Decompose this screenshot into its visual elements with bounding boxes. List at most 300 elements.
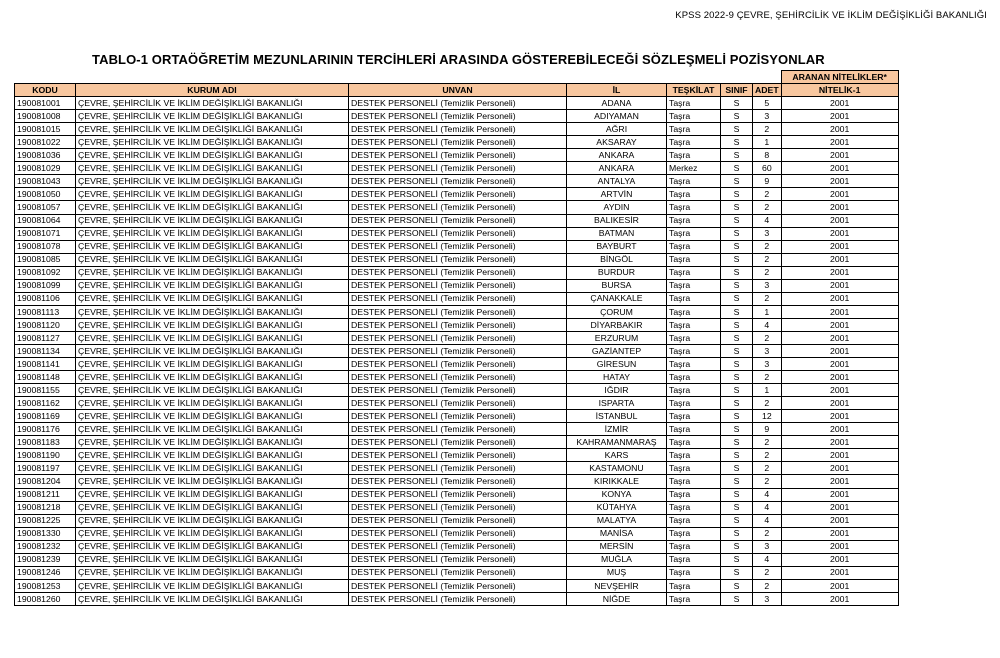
cell-sinif: S (721, 253, 753, 266)
cell-teskilat: Taşra (667, 410, 721, 423)
cell-il: KIRIKKALE (567, 475, 667, 488)
cell-nitelik-1: 2001 (781, 527, 898, 540)
cell-sinif: S (721, 149, 753, 162)
cell-il: MANİSA (567, 527, 667, 540)
cell-teskilat: Taşra (667, 344, 721, 357)
cell-adet: 2 (753, 436, 782, 449)
cell-unvan: DESTEK PERSONELİ (Temizlik Personeli) (349, 175, 567, 188)
cell-kurum-adi: ÇEVRE, ŞEHİRCİLİK VE İKLİM DEĞİŞİKLİĞİ BAKANLIĞI (76, 149, 349, 162)
positions-table (14, 70, 899, 606)
cell-il: MALATYA (567, 514, 667, 527)
cell-kodu: 190081155 (15, 384, 76, 397)
cell-adet: 2 (753, 188, 782, 201)
cell-unvan: DESTEK PERSONELİ (Temizlik Personeli) (349, 266, 567, 279)
cell-teskilat: Taşra (667, 227, 721, 240)
cell-teskilat: Taşra (667, 579, 721, 592)
cell-kurum-adi: ÇEVRE, ŞEHİRCİLİK VE İKLİM DEĞİŞİKLİĞİ BAKANLIĞI (76, 449, 349, 462)
cell-sinif: S (721, 579, 753, 592)
cell-unvan: DESTEK PERSONELİ (Temizlik Personeli) (349, 136, 567, 149)
cell-kodu: 190081330 (15, 527, 76, 540)
cell-kurum-adi: ÇEVRE, ŞEHİRCİLİK VE İKLİM DEĞİŞİKLİĞİ BAKANLIĞI (76, 110, 349, 123)
cell-nitelik-1: 2001 (781, 566, 898, 579)
cell-sinif: S (721, 227, 753, 240)
cell-adet: 3 (753, 279, 782, 292)
cell-nitelik-1: 2001 (781, 449, 898, 462)
cell-adet: 60 (753, 162, 782, 175)
cell-kodu: 190081106 (15, 292, 76, 305)
cell-adet: 2 (753, 253, 782, 266)
cell-unvan: DESTEK PERSONELİ (Temizlik Personeli) (349, 501, 567, 514)
cell-nitelik-1: 2001 (781, 110, 898, 123)
table-row (15, 292, 899, 305)
cell-kodu: 190081148 (15, 371, 76, 384)
cell-teskilat: Taşra (667, 123, 721, 136)
table-row (15, 410, 899, 423)
cell-kurum-adi: ÇEVRE, ŞEHİRCİLİK VE İKLİM DEĞİŞİKLİĞİ BAKANLIĞI (76, 240, 349, 253)
cell-unvan: DESTEK PERSONELİ (Temizlik Personeli) (349, 214, 567, 227)
cell-il: ADANA (567, 97, 667, 110)
cell-adet: 1 (753, 305, 782, 318)
column-header-nitelik-1: NİTELİK-1 (781, 84, 898, 97)
table-row (15, 162, 899, 175)
cell-adet: 3 (753, 110, 782, 123)
cell-kurum-adi: ÇEVRE, ŞEHİRCİLİK VE İKLİM DEĞİŞİKLİĞİ BAKANLIĞI (76, 423, 349, 436)
cell-kurum-adi: ÇEVRE, ŞEHİRCİLİK VE İKLİM DEĞİŞİKLİĞİ BAKANLIĞI (76, 384, 349, 397)
cell-teskilat: Taşra (667, 292, 721, 305)
cell-kurum-adi: ÇEVRE, ŞEHİRCİLİK VE İKLİM DEĞİŞİKLİĞİ BAKANLIĞI (76, 397, 349, 410)
cell-unvan: DESTEK PERSONELİ (Temizlik Personeli) (349, 566, 567, 579)
cell-teskilat: Taşra (667, 201, 721, 214)
cell-kodu: 190081120 (15, 318, 76, 331)
cell-teskilat: Taşra (667, 488, 721, 501)
cell-kodu: 190081197 (15, 462, 76, 475)
cell-adet: 4 (753, 514, 782, 527)
table-row (15, 488, 899, 501)
cell-unvan: DESTEK PERSONELİ (Temizlik Personeli) (349, 540, 567, 553)
column-header-adet: ADET (753, 84, 782, 97)
cell-unvan: DESTEK PERSONELİ (Temizlik Personeli) (349, 149, 567, 162)
cell-unvan: DESTEK PERSONELİ (Temizlik Personeli) (349, 475, 567, 488)
cell-il: ÇANAKKALE (567, 292, 667, 305)
table-row (15, 227, 899, 240)
cell-teskilat: Taşra (667, 592, 721, 605)
cell-kodu: 190081190 (15, 449, 76, 462)
table-row (15, 501, 899, 514)
cell-unvan: DESTEK PERSONELİ (Temizlik Personeli) (349, 201, 567, 214)
cell-il: ARTVİN (567, 188, 667, 201)
cell-adet: 2 (753, 579, 782, 592)
cell-kodu: 190081246 (15, 566, 76, 579)
cell-unvan: DESTEK PERSONELİ (Temizlik Personeli) (349, 97, 567, 110)
cell-il: NİĞDE (567, 592, 667, 605)
cell-sinif: S (721, 292, 753, 305)
cell-unvan: DESTEK PERSONELİ (Temizlik Personeli) (349, 292, 567, 305)
cell-kodu: 190081232 (15, 540, 76, 553)
cell-unvan: DESTEK PERSONELİ (Temizlik Personeli) (349, 514, 567, 527)
cell-unvan: DESTEK PERSONELİ (Temizlik Personeli) (349, 253, 567, 266)
cell-unvan: DESTEK PERSONELİ (Temizlik Personeli) (349, 410, 567, 423)
cell-nitelik-1: 2001 (781, 279, 898, 292)
table-row (15, 175, 899, 188)
cell-kurum-adi: ÇEVRE, ŞEHİRCİLİK VE İKLİM DEĞİŞİKLİĞİ BAKANLIĞI (76, 592, 349, 605)
cell-adet: 3 (753, 227, 782, 240)
cell-adet: 2 (753, 266, 782, 279)
table-row (15, 97, 899, 110)
cell-sinif: S (721, 201, 753, 214)
cell-il: İSTANBUL (567, 410, 667, 423)
cell-nitelik-1: 2001 (781, 266, 898, 279)
cell-sinif: S (721, 475, 753, 488)
cell-adet: 2 (753, 292, 782, 305)
cell-nitelik-1: 2001 (781, 123, 898, 136)
cell-teskilat: Taşra (667, 188, 721, 201)
cell-unvan: DESTEK PERSONELİ (Temizlik Personeli) (349, 462, 567, 475)
cell-kurum-adi: ÇEVRE, ŞEHİRCİLİK VE İKLİM DEĞİŞİKLİĞİ BAKANLIĞI (76, 266, 349, 279)
cell-nitelik-1: 2001 (781, 331, 898, 344)
cell-unvan: DESTEK PERSONELİ (Temizlik Personeli) (349, 227, 567, 240)
group-header-spacer (15, 71, 782, 84)
table-row (15, 188, 899, 201)
cell-kurum-adi: ÇEVRE, ŞEHİRCİLİK VE İKLİM DEĞİŞİKLİĞİ BAKANLIĞI (76, 162, 349, 175)
table-body (15, 97, 899, 606)
cell-kodu: 190081204 (15, 475, 76, 488)
cell-kodu: 190081092 (15, 266, 76, 279)
cell-teskilat: Taşra (667, 175, 721, 188)
cell-sinif: S (721, 514, 753, 527)
cell-kodu: 190081253 (15, 579, 76, 592)
cell-adet: 2 (753, 397, 782, 410)
table-row (15, 214, 899, 227)
cell-sinif: S (721, 123, 753, 136)
table-row (15, 449, 899, 462)
cell-il: AĞRI (567, 123, 667, 136)
cell-unvan: DESTEK PERSONELİ (Temizlik Personeli) (349, 318, 567, 331)
cell-sinif: S (721, 553, 753, 566)
cell-kurum-adi: ÇEVRE, ŞEHİRCİLİK VE İKLİM DEĞİŞİKLİĞİ BAKANLIĞI (76, 410, 349, 423)
cell-kodu: 190081001 (15, 97, 76, 110)
cell-il: MUĞLA (567, 553, 667, 566)
cell-teskilat: Taşra (667, 527, 721, 540)
cell-il: ISPARTA (567, 397, 667, 410)
cell-il: BURDUR (567, 266, 667, 279)
cell-kurum-adi: ÇEVRE, ŞEHİRCİLİK VE İKLİM DEĞİŞİKLİĞİ BAKANLIĞI (76, 371, 349, 384)
cell-teskilat: Taşra (667, 462, 721, 475)
cell-nitelik-1: 2001 (781, 436, 898, 449)
cell-unvan: DESTEK PERSONELİ (Temizlik Personeli) (349, 592, 567, 605)
cell-teskilat: Taşra (667, 266, 721, 279)
cell-il: KAHRAMANMARAŞ (567, 436, 667, 449)
cell-unvan: DESTEK PERSONELİ (Temizlik Personeli) (349, 371, 567, 384)
cell-adet: 12 (753, 410, 782, 423)
cell-teskilat: Taşra (667, 279, 721, 292)
cell-unvan: DESTEK PERSONELİ (Temizlik Personeli) (349, 449, 567, 462)
cell-il: KARS (567, 449, 667, 462)
cell-il: MUŞ (567, 566, 667, 579)
cell-unvan: DESTEK PERSONELİ (Temizlik Personeli) (349, 240, 567, 253)
cell-sinif: S (721, 175, 753, 188)
cell-teskilat: Taşra (667, 97, 721, 110)
cell-il: ANKARA (567, 149, 667, 162)
cell-adet: 9 (753, 175, 782, 188)
cell-il: GAZİANTEP (567, 344, 667, 357)
cell-il: KONYA (567, 488, 667, 501)
table-row (15, 579, 899, 592)
cell-nitelik-1: 2001 (781, 501, 898, 514)
cell-adet: 2 (753, 566, 782, 579)
cell-kodu: 190081029 (15, 162, 76, 175)
cell-kurum-adi: ÇEVRE, ŞEHİRCİLİK VE İKLİM DEĞİŞİKLİĞİ BAKANLIĞI (76, 123, 349, 136)
cell-il: KÜTAHYA (567, 501, 667, 514)
cell-il: GİRESUN (567, 358, 667, 371)
column-header-il: İL (567, 84, 667, 97)
table-row (15, 266, 899, 279)
cell-nitelik-1: 2001 (781, 540, 898, 553)
cell-sinif: S (721, 162, 753, 175)
cell-teskilat: Taşra (667, 136, 721, 149)
cell-adet: 2 (753, 201, 782, 214)
cell-il: ANTALYA (567, 175, 667, 188)
cell-nitelik-1: 2001 (781, 488, 898, 501)
cell-nitelik-1: 2001 (781, 305, 898, 318)
cell-kurum-adi: ÇEVRE, ŞEHİRCİLİK VE İKLİM DEĞİŞİKLİĞİ BAKANLIĞI (76, 214, 349, 227)
table-row (15, 331, 899, 344)
cell-nitelik-1: 2001 (781, 344, 898, 357)
cell-kurum-adi: ÇEVRE, ŞEHİRCİLİK VE İKLİM DEĞİŞİKLİĞİ BAKANLIĞI (76, 279, 349, 292)
cell-adet: 2 (753, 475, 782, 488)
column-header-sinif: SINIF (721, 84, 753, 97)
table-row (15, 123, 899, 136)
cell-kurum-adi: ÇEVRE, ŞEHİRCİLİK VE İKLİM DEĞİŞİKLİĞİ BAKANLIĞI (76, 553, 349, 566)
cell-adet: 5 (753, 97, 782, 110)
cell-kurum-adi: ÇEVRE, ŞEHİRCİLİK VE İKLİM DEĞİŞİKLİĞİ BAKANLIĞI (76, 475, 349, 488)
cell-sinif: S (721, 566, 753, 579)
cell-unvan: DESTEK PERSONELİ (Temizlik Personeli) (349, 423, 567, 436)
cell-adet: 4 (753, 501, 782, 514)
cell-kurum-adi: ÇEVRE, ŞEHİRCİLİK VE İKLİM DEĞİŞİKLİĞİ BAKANLIĞI (76, 358, 349, 371)
cell-sinif: S (721, 371, 753, 384)
cell-kurum-adi: ÇEVRE, ŞEHİRCİLİK VE İKLİM DEĞİŞİKLİĞİ BAKANLIĞI (76, 136, 349, 149)
cell-unvan: DESTEK PERSONELİ (Temizlik Personeli) (349, 527, 567, 540)
cell-il: ANKARA (567, 162, 667, 175)
cell-unvan: DESTEK PERSONELİ (Temizlik Personeli) (349, 358, 567, 371)
cell-kodu: 190081015 (15, 123, 76, 136)
cell-unvan: DESTEK PERSONELİ (Temizlik Personeli) (349, 123, 567, 136)
cell-il: HATAY (567, 371, 667, 384)
cell-kodu: 190081169 (15, 410, 76, 423)
cell-nitelik-1: 2001 (781, 201, 898, 214)
cell-adet: 3 (753, 344, 782, 357)
cell-kurum-adi: ÇEVRE, ŞEHİRCİLİK VE İKLİM DEĞİŞİKLİĞİ BAKANLIĞI (76, 292, 349, 305)
cell-teskilat: Taşra (667, 305, 721, 318)
cell-nitelik-1: 2001 (781, 397, 898, 410)
cell-kurum-adi: ÇEVRE, ŞEHİRCİLİK VE İKLİM DEĞİŞİKLİĞİ BAKANLIĞI (76, 97, 349, 110)
cell-il: AKSARAY (567, 136, 667, 149)
cell-kurum-adi: ÇEVRE, ŞEHİRCİLİK VE İKLİM DEĞİŞİKLİĞİ BAKANLIĞI (76, 540, 349, 553)
table-row (15, 566, 899, 579)
cell-adet: 4 (753, 318, 782, 331)
cell-sinif: S (721, 358, 753, 371)
cell-il: BATMAN (567, 227, 667, 240)
cell-sinif: S (721, 527, 753, 540)
cell-nitelik-1: 2001 (781, 227, 898, 240)
cell-unvan: DESTEK PERSONELİ (Temizlik Personeli) (349, 110, 567, 123)
cell-teskilat: Taşra (667, 371, 721, 384)
cell-kurum-adi: ÇEVRE, ŞEHİRCİLİK VE İKLİM DEĞİŞİKLİĞİ BAKANLIĞI (76, 201, 349, 214)
cell-sinif: S (721, 240, 753, 253)
cell-kodu: 190081050 (15, 188, 76, 201)
cell-unvan: DESTEK PERSONELİ (Temizlik Personeli) (349, 553, 567, 566)
table-row (15, 240, 899, 253)
cell-nitelik-1: 2001 (781, 240, 898, 253)
cell-teskilat: Taşra (667, 475, 721, 488)
cell-kurum-adi: ÇEVRE, ŞEHİRCİLİK VE İKLİM DEĞİŞİKLİĞİ BAKANLIĞI (76, 318, 349, 331)
cell-kodu: 190081085 (15, 253, 76, 266)
cell-adet: 3 (753, 358, 782, 371)
cell-nitelik-1: 2001 (781, 253, 898, 266)
cell-sinif: S (721, 540, 753, 553)
cell-il: AYDIN (567, 201, 667, 214)
cell-adet: 4 (753, 488, 782, 501)
cell-kodu: 190081036 (15, 149, 76, 162)
cell-kodu: 190081134 (15, 344, 76, 357)
cell-teskilat: Taşra (667, 149, 721, 162)
cell-sinif: S (721, 318, 753, 331)
cell-kurum-adi: ÇEVRE, ŞEHİRCİLİK VE İKLİM DEĞİŞİKLİĞİ BAKANLIĞI (76, 462, 349, 475)
cell-nitelik-1: 2001 (781, 423, 898, 436)
cell-adet: 2 (753, 123, 782, 136)
cell-nitelik-1: 2001 (781, 384, 898, 397)
cell-sinif: S (721, 410, 753, 423)
cell-sinif: S (721, 436, 753, 449)
cell-kodu: 190081239 (15, 553, 76, 566)
cell-unvan: DESTEK PERSONELİ (Temizlik Personeli) (349, 305, 567, 318)
table-row (15, 423, 899, 436)
column-header-kodu: KODU (15, 84, 76, 97)
cell-teskilat: Taşra (667, 423, 721, 436)
cell-nitelik-1: 2001 (781, 358, 898, 371)
cell-kurum-adi: ÇEVRE, ŞEHİRCİLİK VE İKLİM DEĞİŞİKLİĞİ BAKANLIĞI (76, 227, 349, 240)
cell-sinif: S (721, 397, 753, 410)
table-row (15, 553, 899, 566)
cell-kurum-adi: ÇEVRE, ŞEHİRCİLİK VE İKLİM DEĞİŞİKLİĞİ BAKANLIĞI (76, 253, 349, 266)
cell-kurum-adi: ÇEVRE, ŞEHİRCİLİK VE İKLİM DEĞİŞİKLİĞİ BAKANLIĞI (76, 514, 349, 527)
cell-sinif: S (721, 279, 753, 292)
cell-il: KASTAMONU (567, 462, 667, 475)
table-row (15, 475, 899, 488)
cell-kodu: 190081225 (15, 514, 76, 527)
cell-kurum-adi: ÇEVRE, ŞEHİRCİLİK VE İKLİM DEĞİŞİKLİĞİ BAKANLIĞI (76, 579, 349, 592)
cell-il: MERSİN (567, 540, 667, 553)
cell-nitelik-1: 2001 (781, 97, 898, 110)
cell-kodu: 190081183 (15, 436, 76, 449)
cell-nitelik-1: 2001 (781, 292, 898, 305)
cell-kurum-adi: ÇEVRE, ŞEHİRCİLİK VE İKLİM DEĞİŞİKLİĞİ BAKANLIĞI (76, 305, 349, 318)
cell-nitelik-1: 2001 (781, 579, 898, 592)
cell-adet: 2 (753, 527, 782, 540)
cell-il: İZMİR (567, 423, 667, 436)
group-header-cell: ARANAN NİTELİKLER* (781, 71, 898, 84)
table-row (15, 201, 899, 214)
cell-kodu: 190081043 (15, 175, 76, 188)
cell-teskilat: Taşra (667, 358, 721, 371)
cell-adet: 3 (753, 592, 782, 605)
cell-nitelik-1: 2001 (781, 462, 898, 475)
cell-unvan: DESTEK PERSONELİ (Temizlik Personeli) (349, 279, 567, 292)
cell-adet: 3 (753, 540, 782, 553)
cell-teskilat: Taşra (667, 397, 721, 410)
cell-unvan: DESTEK PERSONELİ (Temizlik Personeli) (349, 488, 567, 501)
cell-teskilat: Taşra (667, 514, 721, 527)
table-row (15, 358, 899, 371)
cell-adet: 2 (753, 462, 782, 475)
cell-sinif: S (721, 136, 753, 149)
column-header-row (15, 84, 899, 97)
document-header: KPSS 2022-9 ÇEVRE, ŞEHİRCİLİK VE İKLİM DEĞİŞİKLİĞİ BAKANLIĞI (675, 10, 987, 21)
cell-nitelik-1: 2001 (781, 136, 898, 149)
cell-teskilat: Merkez (667, 162, 721, 175)
cell-nitelik-1: 2001 (781, 175, 898, 188)
cell-nitelik-1: 2001 (781, 188, 898, 201)
cell-sinif: S (721, 592, 753, 605)
cell-kurum-adi: ÇEVRE, ŞEHİRCİLİK VE İKLİM DEĞİŞİKLİĞİ BAKANLIĞI (76, 436, 349, 449)
cell-il: NEVŞEHİR (567, 579, 667, 592)
cell-kurum-adi: ÇEVRE, ŞEHİRCİLİK VE İKLİM DEĞİŞİKLİĞİ BAKANLIĞI (76, 566, 349, 579)
cell-sinif: S (721, 488, 753, 501)
column-header-teskilat: TEŞKİLAT (667, 84, 721, 97)
cell-il: ERZURUM (567, 331, 667, 344)
cell-teskilat: Taşra (667, 110, 721, 123)
table-row (15, 253, 899, 266)
cell-kodu: 190081064 (15, 214, 76, 227)
cell-sinif: S (721, 344, 753, 357)
cell-unvan: DESTEK PERSONELİ (Temizlik Personeli) (349, 579, 567, 592)
cell-teskilat: Taşra (667, 436, 721, 449)
cell-teskilat: Taşra (667, 449, 721, 462)
cell-kodu: 190081162 (15, 397, 76, 410)
cell-il: ADIYAMAN (567, 110, 667, 123)
cell-il: IĞDIR (567, 384, 667, 397)
table-row (15, 384, 899, 397)
table-row (15, 149, 899, 162)
cell-kurum-adi: ÇEVRE, ŞEHİRCİLİK VE İKLİM DEĞİŞİKLİĞİ BAKANLIĞI (76, 331, 349, 344)
table-row (15, 371, 899, 384)
table-row (15, 305, 899, 318)
cell-teskilat: Taşra (667, 566, 721, 579)
cell-teskilat: Taşra (667, 253, 721, 266)
cell-unvan: DESTEK PERSONELİ (Temizlik Personeli) (349, 331, 567, 344)
cell-sinif: S (721, 462, 753, 475)
cell-sinif: S (721, 331, 753, 344)
cell-kodu: 190081211 (15, 488, 76, 501)
table-row (15, 110, 899, 123)
cell-adet: 1 (753, 384, 782, 397)
column-header-unvan: UNVAN (349, 84, 567, 97)
group-header-row (15, 71, 899, 84)
cell-nitelik-1: 2001 (781, 149, 898, 162)
cell-nitelik-1: 2001 (781, 410, 898, 423)
cell-kurum-adi: ÇEVRE, ŞEHİRCİLİK VE İKLİM DEĞİŞİKLİĞİ BAKANLIĞI (76, 175, 349, 188)
cell-sinif: S (721, 97, 753, 110)
cell-kodu: 190081141 (15, 358, 76, 371)
cell-teskilat: Taşra (667, 318, 721, 331)
cell-unvan: DESTEK PERSONELİ (Temizlik Personeli) (349, 162, 567, 175)
table-row (15, 279, 899, 292)
cell-nitelik-1: 2001 (781, 592, 898, 605)
cell-adet: 9 (753, 423, 782, 436)
cell-adet: 2 (753, 240, 782, 253)
page-title: TABLO-1 ORTAÖĞRETİM MEZUNLARININ TERCİHLERİ ARASINDA GÖSTEREBİLECEĞİ SÖZLEŞMELİ POZİSYONLAR (92, 52, 825, 67)
cell-teskilat: Taşra (667, 384, 721, 397)
